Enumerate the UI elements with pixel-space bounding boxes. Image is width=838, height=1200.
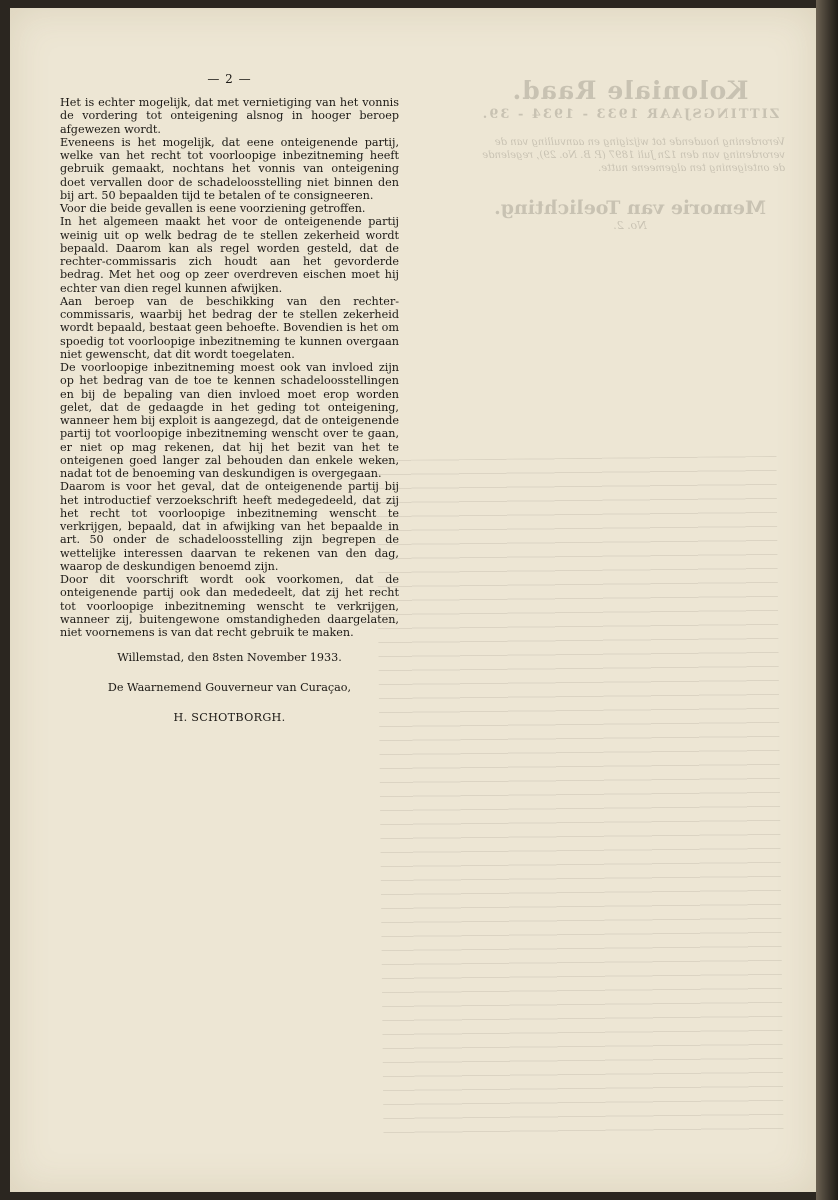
bleed-through-number: No. 2. <box>613 219 647 232</box>
signatory-role: De Waarnemend Gouverneur van Curaçao, <box>107 681 352 695</box>
book-spine <box>816 0 838 1200</box>
bleed-through-subject: Verordening houdende tot wijziging en aanvulling van de verordening van den 12n Juli 1897 (P. B. No. 29), regelende de onteigening ten algemeene nutte. <box>482 137 785 174</box>
bleed-through-text <box>376 456 783 1140</box>
bleed-through-session: ZITTINGSJAAR 1933 - 1934 - 39. <box>480 107 780 122</box>
paragraph: Eveneens is het mogelijk, dat eene onteigenende partij, welke van het recht tot voorloopige inbezitneming heeft gebruik gemaakt, nochtans het vonnis van onteigening doet vervallen door de schadeloosstelling niet binnen den bij art. 50 bepaalden tijd te betalen of te consigneeren. <box>60 135 399 202</box>
place-date: Willemstad, den 8sten November 1933. <box>117 651 342 665</box>
paragraph: De voorloopige inbezitneming moest ook van invloed zijn op het bedrag van de toe te kennen schadeloosstellingen en bij de bepaling van dien invloed moet erop worden gelet, dat de gedaagde in het geding tot onteigening, wanneer hem bij exploit is aangezegd, dat de onteigenende partij tot voorloopige inbezitneming wenscht over te gaan, er niet op mag rekenen, dat hij het bezit van het te onteigenen goed langer zal behouden dan enkele weken, nadat tot de benoeming van deskundigen is overgegaan. <box>60 361 399 480</box>
document-body <box>60 72 399 741</box>
signature-block <box>60 651 399 725</box>
paragraph: Door dit voorschrift wordt ook voorkomen, dat de onteigenende partij ook dan mededeelt, dat zij het recht tot voorloopige inbezitneming wenscht te verkrijgen, wanneer zij, buitengewone omstandigheden daargelaten, niet voornemens is van dat recht gebruik te maken. <box>60 573 399 639</box>
paragraph: Daarom is voor het geval, dat de onteigenende partij bij het introductief verzoekschrift heeft medegedeeld, dat zij het recht tot voorloopige inbezitneming wenscht te verkrijgen, bepaald, dat in afwijking van het bepaalde in art. 50 onder de schadeloosstelling zijn begrepen de wettelijke interessen daarvan te rekenen van den dag, waarop de deskundigen benoemd zijn. <box>60 480 399 573</box>
paragraph: In het algemeen maakt het voor de onteigenende partij weinig uit op welk bedrag de te stellen zekerheid wordt bepaald. Daarom kan als regel worden gesteld, dat de rechter-commissaris zich houdt aan het gevorderde bedrag. Met het oog op zeer overdreven eischen moet hij echter van dien regel kunnen afwijken. <box>60 215 399 295</box>
page-number: — 2 — <box>207 72 252 86</box>
paragraph: Voor die beide gevallen is eene voorziening getroffen. <box>60 202 366 215</box>
paragraph: Het is echter mogelijk, dat met vernietiging van het vonnis de vordering tot onteigening alsnog in hooger beroep afgewezen wordt. <box>60 96 399 136</box>
bleed-through-memo: Memorie van Toelichting. <box>494 197 766 219</box>
bleed-through-title: Koloniale Raad. <box>511 76 749 105</box>
bleed-through-header <box>475 76 785 232</box>
signatory-name: H. SCHOTBORGH. <box>173 711 286 725</box>
paragraph: Aan beroep van de beschikking van den rechter-commissaris, waarbij het bedrag der te stellen zekerheid wordt bepaald, bestaat geen behoefte. Bovendien is het om spoedig tot voorloopige inbezitneming te kunnen overgaan niet gewenscht, dat dit wordt toegelaten. <box>60 294 399 361</box>
